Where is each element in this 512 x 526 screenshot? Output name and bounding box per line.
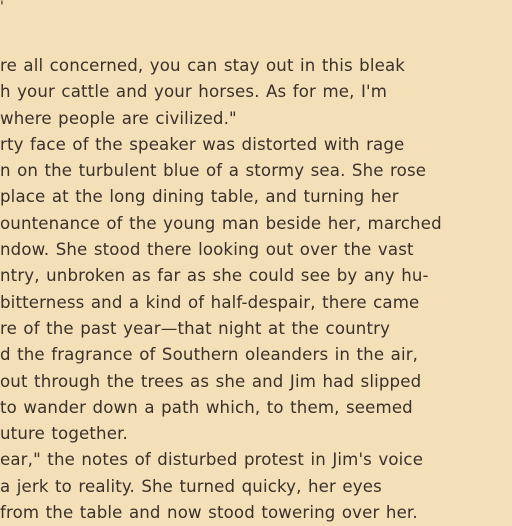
text-line: ndow. She stood there looking out over the vast	[0, 240, 414, 260]
text-line: out through the trees as she and Jim had slipped	[0, 371, 422, 391]
text-line: where people are civilized."	[0, 108, 237, 128]
text-line: rty face of the speaker was distorted with rage	[0, 134, 405, 154]
text-line: to wander down a path which, to them, seemed	[0, 397, 413, 417]
text-line: re of the past year—that night at the country	[0, 318, 391, 338]
text-line: ear," the notes of disturbed protest in Jim's voice	[0, 450, 424, 470]
text-line: d the fragrance of Southern oleanders in the air,	[0, 345, 419, 365]
body-text	[0, 53, 512, 526]
text-line: ntry, unbroken as far as she could see by any hu-	[0, 266, 429, 286]
text-line: ountenance of the young man beside her, marched	[0, 213, 442, 233]
text-line: from the table and now stood towering over her.	[0, 503, 418, 523]
corner-mark: '	[0, 0, 4, 15]
text-line: h your cattle and your horses. As for me, I'm	[0, 82, 388, 102]
text-line: n on the turbulent blue of a stormy sea. She rose	[0, 161, 427, 181]
text-line: bitterness and a kind of half-despair, there came	[0, 292, 420, 312]
text-line: re all concerned, you can stay out in this bleak	[0, 56, 406, 75]
text-line: place at the long dining table, and turning her	[0, 187, 399, 207]
text-line: a jerk to reality. She turned quicky, her eyes	[0, 476, 382, 496]
text-line: uture together.	[0, 424, 128, 444]
